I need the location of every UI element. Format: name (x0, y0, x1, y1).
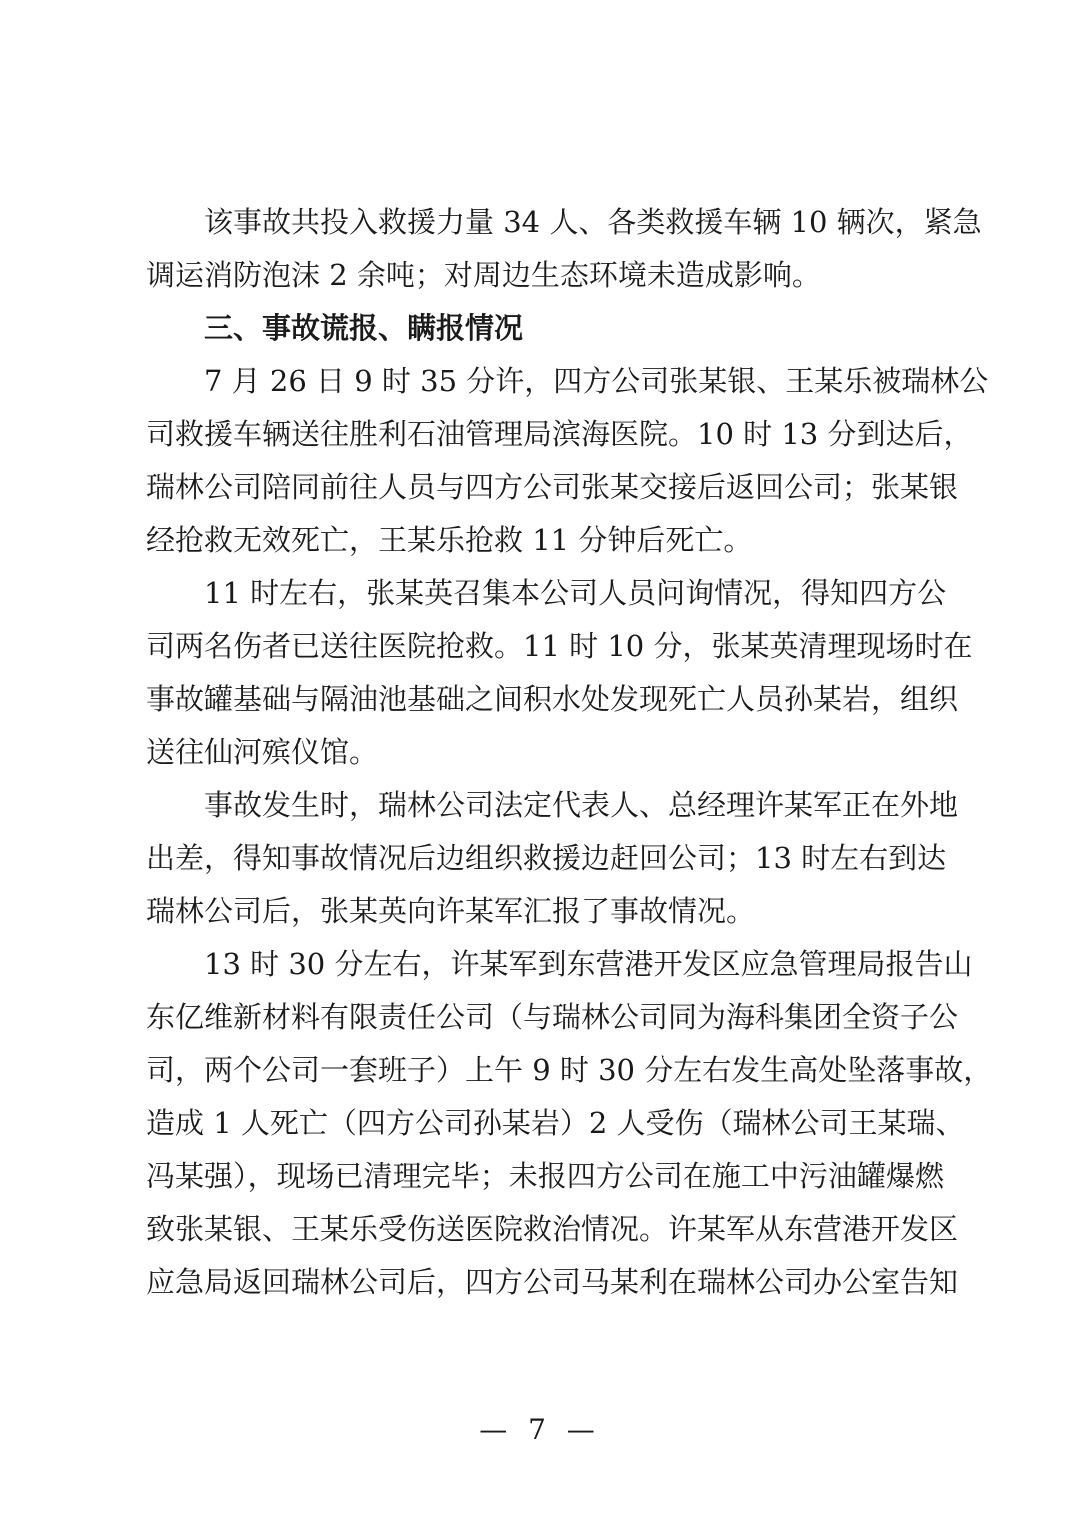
page-number: — 7 — (479, 1413, 601, 1446)
text-line: 13 时 30 分左右，许某军到东营港开发区应急管理局报告山 (204, 947, 973, 981)
section-heading: 三、事故谎报、瞒报情况 (204, 311, 524, 345)
text-line: 该事故共投入救援力量 34 人、各类救援车辆 10 辆次，紧急 (204, 205, 982, 239)
text-line: 事故罐基础与隔油池基础之间积水处发现死亡人员孙某岩，组织 (146, 682, 959, 716)
text-line: 造成 1 人死亡（四方公司孙某岩）2 人受伤（瑞林公司王某瑞、 (146, 1106, 965, 1140)
text-line: 司，两个公司一套班子）上午 9 时 30 分左右发生高处坠落事故， (146, 1053, 993, 1087)
text-line: 瑞林公司后，张某英向许某军汇报了事故情况。 (146, 894, 756, 928)
document-body (146, 196, 993, 1309)
text-line: 应急局返回瑞林公司后，四方公司马某利在瑞林公司办公室告知 (146, 1265, 959, 1299)
text-line: 致张某银、王某乐受伤送医院救治情况。许某军从东营港开发区 (146, 1212, 959, 1246)
text-line: 出差，得知事故情况后边组织救援边赶回公司；13 时左右到达 (146, 841, 947, 875)
text-line: 司救援车辆送往胜利石油管理局滨海医院。10 时 13 分到达后， (146, 417, 973, 451)
text-line: 东亿维新材料有限责任公司（与瑞林公司同为海科集团全资子公 (146, 1000, 959, 1034)
text-line: 经抢救无效死亡，王某乐抢救 11 分钟后死亡。 (146, 523, 753, 557)
text-line: 瑞林公司陪同前往人员与四方公司张某交接后返回公司；张某银 (146, 470, 959, 504)
text-line: 事故发生时，瑞林公司法定代表人、总经理许某军正在外地 (204, 788, 959, 822)
text-line: 7 月 26 日 9 时 35 分许，四方公司张某银、王某乐被瑞林公 (204, 364, 989, 398)
text-line: 调运消防泡沫 2 余吨；对周边生态环境未造成影响。 (146, 258, 821, 292)
text-line: 11 时左右，张某英召集本公司人员问询情况，得知四方公 (204, 576, 947, 610)
text-line: 司两名伤者已送往医院抢救。11 时 10 分，张某英清理现场时在 (146, 629, 973, 663)
text-line: 送往仙河殡仪馆。 (146, 735, 379, 769)
text-line: 冯某强），现场已清理完毕；未报四方公司在施工中污油罐爆燃 (146, 1159, 944, 1193)
